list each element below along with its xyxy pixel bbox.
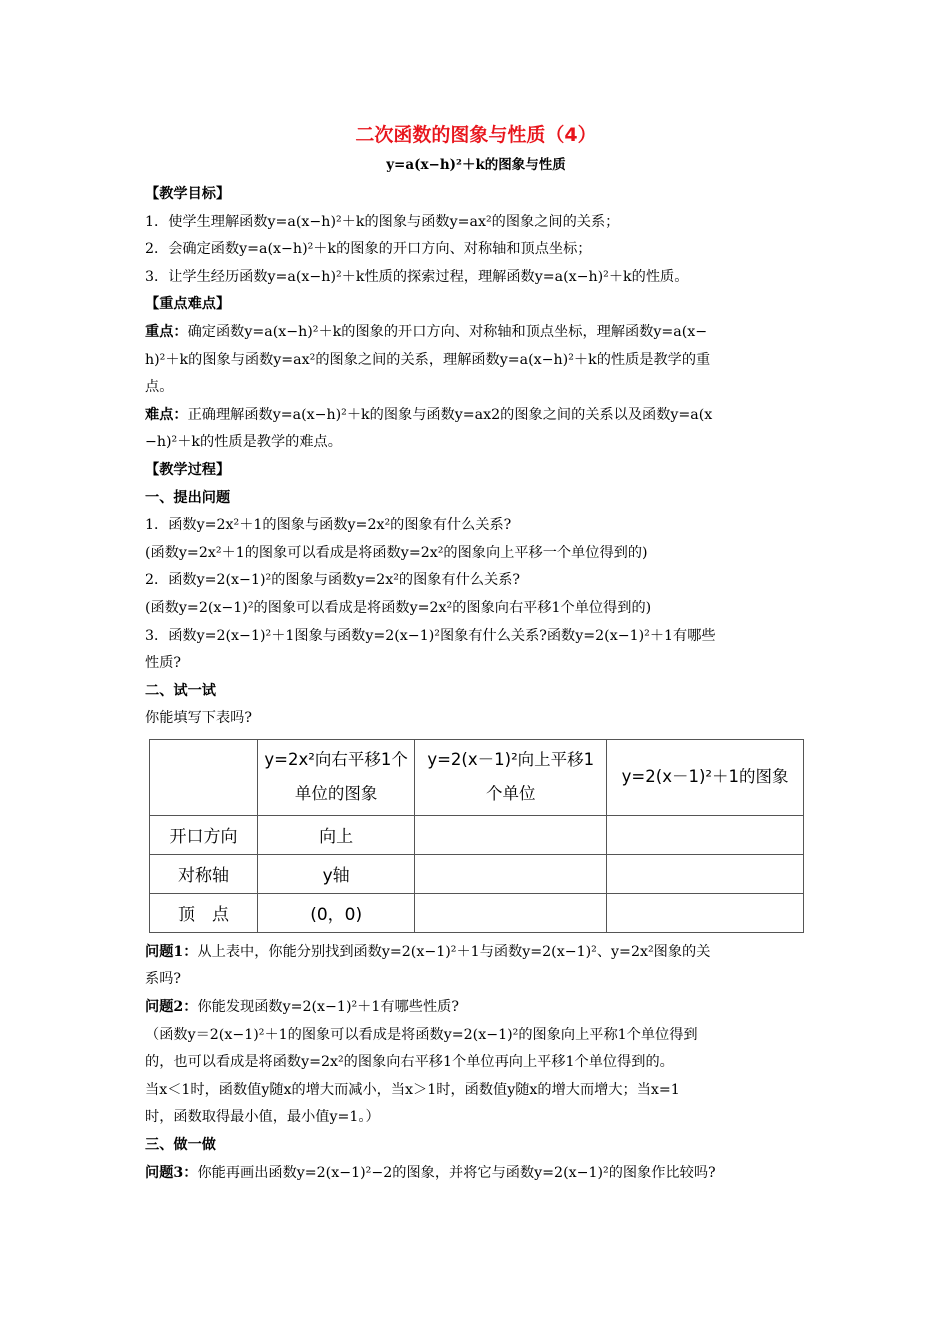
part2-heading: 二、试一试 [145, 682, 216, 699]
key-point-line: h)²＋k的图象与函数y=ax²的图象之间的关系，理解函数y=a(x−h)²＋k的性质是教学的重 [145, 351, 711, 368]
fill-in-table [149, 739, 804, 933]
table-cell [607, 815, 804, 854]
question-1-text: 从上表中，你能分别找到函数y=2(x−1)²＋1与函数y=2(x−1)²、y=2x²图象的关 [197, 943, 711, 960]
table-cell: y轴 [257, 854, 414, 893]
table-row [150, 815, 804, 854]
question-2-label: 问题2： [145, 999, 198, 1016]
question-3-label: 问题3： [145, 1164, 198, 1181]
part1-line: (函数y=2x²＋1的图象可以看成是将函数y=2x²的图象向上平移一个单位得到的) [145, 544, 648, 561]
question-2-text: 你能发现函数y=2(x−1)²＋1有哪些性质? [197, 999, 459, 1016]
difficult-text: 正确理解函数y=a(x−h)²＋k的图象与函数y=ax2的图象之间的关系以及函数y=a(x [187, 406, 713, 423]
question-3 [145, 1160, 807, 1188]
key-point-paragraph [145, 319, 807, 347]
part2-intro: 你能填写下表吗? [145, 710, 252, 727]
answer-line: （函数y＝2(x−1)²＋1的图象可以看成是将函数y=2(x−1)²的图象向上平称1个单位得到 [145, 1026, 698, 1043]
part1-line: 3．函数y=2(x−1)²＋1图象与函数y=2(x−1)²图象有什么关系?函数y=2(x−1)²＋1有哪些 [145, 627, 716, 644]
table-cell: 向上 [257, 815, 414, 854]
part1-heading: 一、提出问题 [145, 489, 231, 506]
question-1-label: 问题1： [145, 943, 198, 960]
process-heading: 【教学过程】 [145, 461, 231, 478]
goal-item: 1．使学生理解函数y=a(x−h)²＋k的图象与函数y=ax²的图象之间的关系； [145, 213, 620, 230]
table-cell [607, 893, 804, 932]
key-text: 确定函数y=a(x−h)²＋k的图象的开口方向、对称轴和顶点坐标，理解函数y=a(x− [187, 323, 708, 340]
table-header-cell: y=2(x－1)²向上平移1个单位 [415, 739, 607, 815]
key-point-line: 点。 [145, 379, 174, 396]
goals-heading: 【教学目标】 [145, 186, 231, 202]
table-cell: (0，0) [257, 893, 414, 932]
question-3-text: 你能再画出函数y=2(x−1)²−2的图象，并将它与函数y=2(x−1)²的图象作比较吗? [197, 1164, 716, 1181]
key-points-heading: 【重点难点】 [145, 296, 231, 313]
answer-line: 时，函数取得最小值，最小值y=1。） [145, 1109, 380, 1126]
question-1 [145, 939, 807, 967]
question-2 [145, 994, 807, 1022]
question-1-line: 系吗? [145, 971, 181, 988]
table-header-cell [150, 739, 258, 815]
table-row [150, 893, 804, 932]
answer-line: 的，也可以看成是将函数y=2x²的图象向右平移1个单位再向上平移1个单位得到的。 [145, 1054, 674, 1071]
difficult-point-paragraph [145, 402, 807, 430]
goal-item: 3．让学生经历函数y=a(x−h)²＋k性质的探索过程，理解函数y=a(x−h)²＋k的性质。 [145, 268, 689, 285]
answer-line: 当x＜1时，函数值y随x的增大而减小，当x＞1时，函数值y随x的增大而增大；当x=1 [145, 1081, 680, 1098]
table-cell [415, 815, 607, 854]
table-cell [415, 854, 607, 893]
part1-line: (函数y=2(x−1)²的图象可以看成是将函数y=2x²的图象向右平移1个单位得到的) [145, 599, 652, 616]
table-header-row [150, 739, 804, 815]
table-row-label: 开口方向 [150, 815, 258, 854]
document-subtitle: y=a(x−h)²＋k的图象与性质 [386, 157, 566, 173]
difficult-point-line: −h)²＋k的性质是教学的难点。 [145, 434, 342, 451]
part1-line: 1．函数y=2x²＋1的图象与函数y=2x²的图象有什么关系? [145, 517, 512, 534]
table-row-label: 顶 点 [150, 893, 258, 932]
difficult-label: 难点： [145, 406, 188, 423]
goal-item: 2．会确定函数y=a(x−h)²＋k的图象的开口方向、对称轴和顶点坐标； [145, 241, 592, 258]
table-row [150, 854, 804, 893]
part1-line: 性质? [145, 655, 181, 672]
table-header-cell: y=2(x－1)²＋1的图象 [607, 739, 804, 815]
document-title: 二次函数的图象与性质（4） [355, 124, 597, 146]
document-page [145, 120, 807, 1187]
table-cell [607, 854, 804, 893]
table-header-cell: y=2x²向右平移1个单位的图象 [257, 739, 414, 815]
table-cell [415, 893, 607, 932]
key-label: 重点： [145, 323, 188, 340]
part1-line: 2．函数y=2(x−1)²的图象与函数y=2x²的图象有什么关系? [145, 572, 521, 589]
part3-heading: 三、做一做 [145, 1137, 216, 1154]
table-row-label: 对称轴 [150, 854, 258, 893]
